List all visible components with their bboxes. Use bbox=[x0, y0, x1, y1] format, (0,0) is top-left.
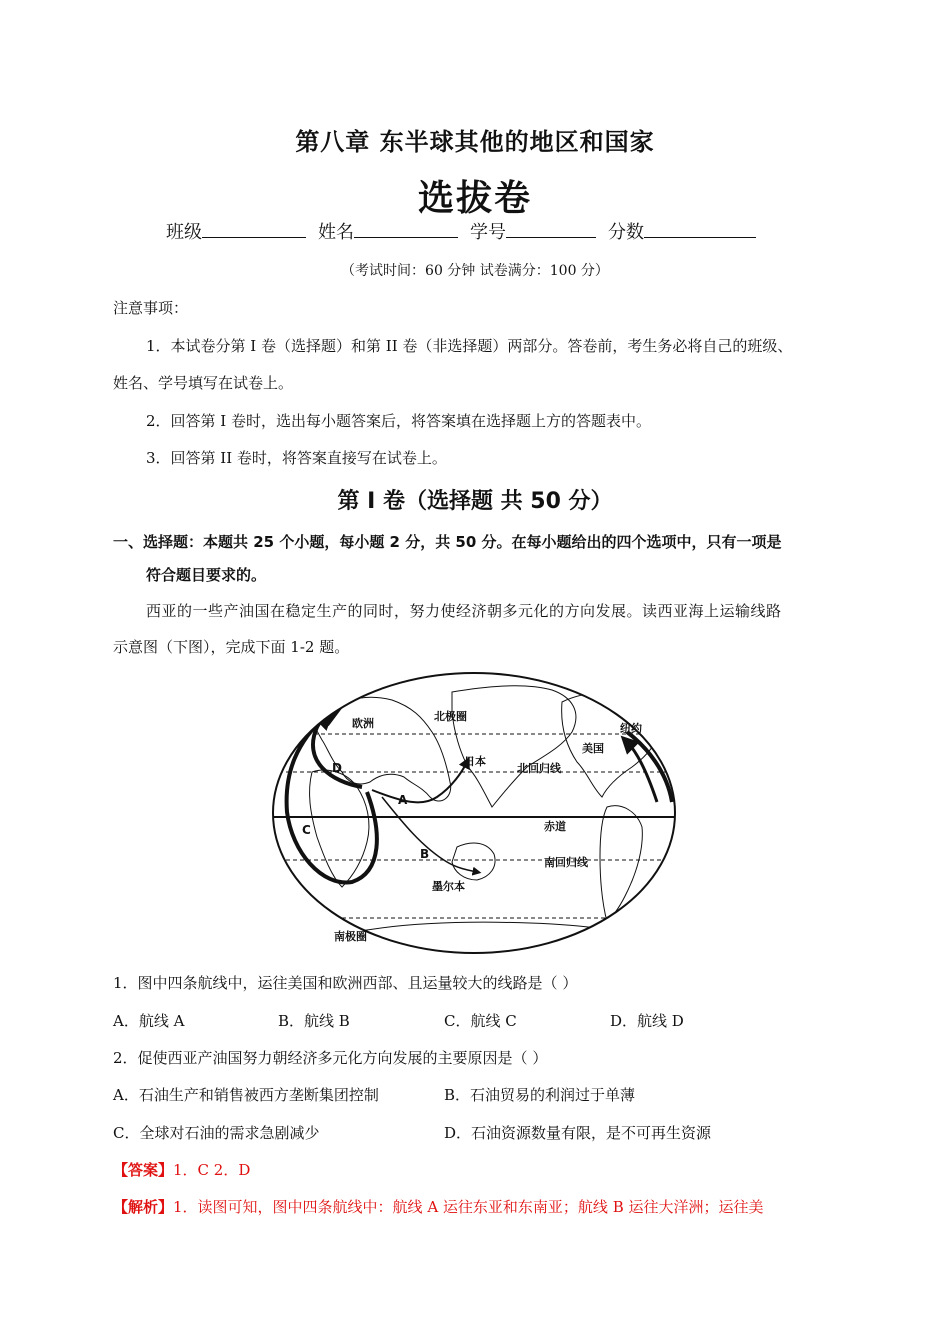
q1-option-c[interactable]: C．航线 C bbox=[444, 1012, 517, 1030]
label-route-d: D bbox=[332, 761, 342, 775]
main-title: 选拔卷 bbox=[417, 178, 532, 219]
name-blank[interactable] bbox=[354, 218, 458, 238]
score-blank[interactable] bbox=[644, 218, 756, 238]
analysis-text: 1．读图可知，图中四条航线中：航线 A 运往东亚和东南亚；航线 B 运往大洋洲；运往美 bbox=[173, 1198, 764, 1216]
class-label: 班级 bbox=[166, 222, 202, 243]
class-blank[interactable] bbox=[202, 218, 306, 238]
q2-option-d[interactable]: D．石油资源数量有限，是不可再生资源 bbox=[444, 1124, 712, 1142]
instruction-line-1: 一、选择题：本题共 25 个小题，每小题 2 分，共 50 分。在每小题给出的四个选项中，只有一项是 bbox=[113, 533, 782, 551]
exam-time: （考试时间：60 分钟 试卷满分：100 分） bbox=[341, 263, 609, 279]
intro-line-1: 西亚的一些产油国在稳定生产的同时，努力使经济朝多元化的方向发展。读西亚海上运输线路 bbox=[146, 602, 782, 620]
answer-line bbox=[113, 1159, 250, 1180]
instruction-line-2: 符合题目要求的。 bbox=[146, 566, 267, 584]
name-label: 姓名 bbox=[318, 222, 354, 243]
label-usa: 美国 bbox=[582, 742, 604, 755]
label-route-c: C bbox=[302, 823, 311, 837]
intro-line-2: 示意图（下图），完成下面 1-2 题。 bbox=[113, 638, 350, 656]
label-japan: 日本 bbox=[464, 755, 486, 768]
q2-option-c[interactable]: C．全球对石油的需求急剧减少 bbox=[113, 1124, 320, 1142]
q1-option-d[interactable]: D．航线 D bbox=[610, 1012, 684, 1030]
student-info-row bbox=[166, 218, 768, 244]
question-1: 1．图中四条航线中，运往美国和欧洲西部、且运量较大的线路是（ ） bbox=[113, 974, 578, 992]
analysis-label: 【解析】 bbox=[113, 1198, 174, 1216]
q1-option-a[interactable]: A．航线 A bbox=[113, 1012, 185, 1030]
globe-outline bbox=[273, 673, 675, 953]
analysis-line bbox=[113, 1196, 764, 1217]
q2-option-b[interactable]: B．石油贸易的利润过于单薄 bbox=[444, 1086, 636, 1104]
number-blank[interactable] bbox=[506, 218, 596, 238]
section-title: 第 I 卷（选择题 共 50 分） bbox=[337, 489, 613, 514]
notice-item-3: 3．回答第 II 卷时，将答案直接写在试卷上。 bbox=[146, 449, 447, 467]
q2-option-a[interactable]: A．石油生产和销售被西方垄断集团控制 bbox=[113, 1086, 379, 1104]
label-melbourne: 墨尔本 bbox=[432, 880, 465, 893]
label-tropic-capricorn: 南回归线 bbox=[544, 856, 588, 869]
label-arctic-circle: 北极圈 bbox=[434, 710, 467, 723]
question-2: 2．促使西亚产油国努力朝经济多元化方向发展的主要原因是（ ） bbox=[113, 1049, 548, 1067]
label-route-a: A bbox=[398, 793, 408, 807]
notice-title: 注意事项： bbox=[113, 299, 189, 317]
label-tropic-cancer: 北回归线 bbox=[517, 762, 561, 775]
answer-text: 1．C 2．D bbox=[173, 1161, 251, 1179]
label-europe: 欧洲 bbox=[352, 717, 374, 730]
label-route-b: B bbox=[420, 847, 430, 861]
notice-item-2: 2．回答第 I 卷时，选出每小题答案后，将答案填在选择题上方的答题表中。 bbox=[146, 412, 652, 430]
label-equator: 赤道 bbox=[544, 820, 566, 833]
label-antarctic-circle: 南极圈 bbox=[334, 930, 367, 943]
answer-label: 【答案】 bbox=[113, 1161, 174, 1179]
notice-item-1-line-2: 姓名、学号填写在试卷上。 bbox=[113, 374, 294, 392]
score-label: 分数 bbox=[608, 222, 644, 243]
q1-option-b[interactable]: B．航线 B bbox=[278, 1012, 350, 1030]
shipping-route-map bbox=[272, 672, 676, 954]
chapter-title: 第八章 东半球其他的地区和国家 bbox=[295, 128, 655, 156]
notice-item-1-line-1: 1．本试卷分第 I 卷（选择题）和第 II 卷（非选择题）两部分。答卷前，考生务必将自己的班级、 bbox=[146, 337, 793, 355]
label-new-york: 纽约 bbox=[620, 722, 642, 735]
number-label: 学号 bbox=[470, 222, 506, 243]
